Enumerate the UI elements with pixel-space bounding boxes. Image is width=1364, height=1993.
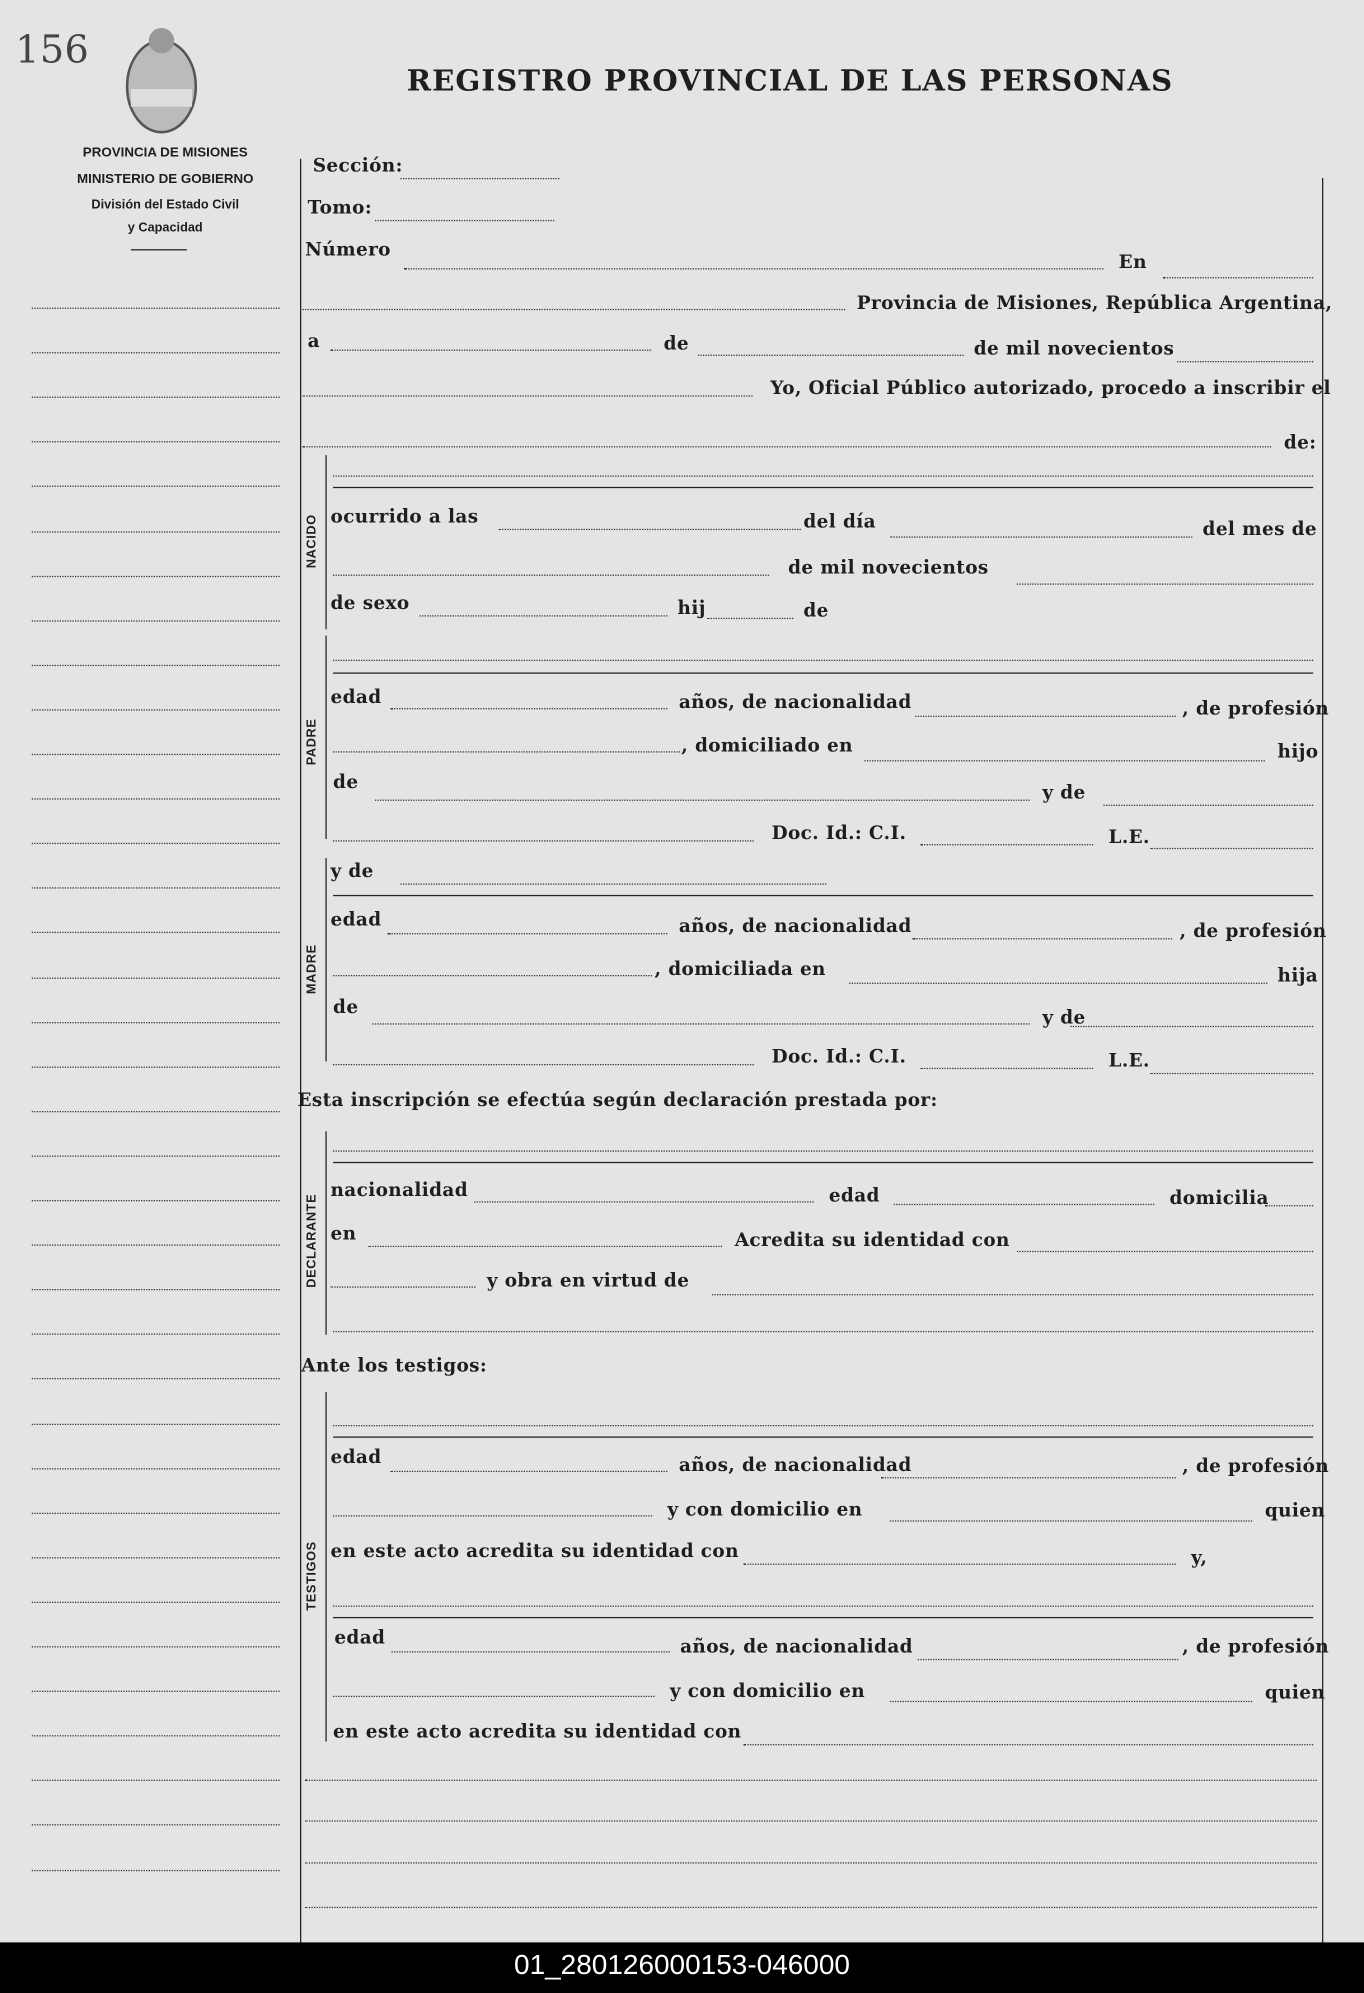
testigo1-identidad-field[interactable]	[744, 1564, 1176, 1565]
madre-le-field[interactable]	[1150, 1073, 1313, 1074]
madre-nacionalidad-field[interactable]	[913, 938, 1172, 939]
declarante-acredita-label: Acredita su identidad con	[734, 1229, 1010, 1251]
testigos-bracket	[325, 1392, 326, 1742]
father-name-field[interactable]	[333, 660, 1313, 661]
scan-id: 01_280126000153-046000	[514, 1948, 850, 1981]
birth-month-field[interactable]	[333, 575, 769, 576]
section-label-madre: MADRE	[305, 944, 320, 995]
margin-line[interactable]	[32, 1378, 280, 1379]
padre-extra-field[interactable]	[333, 840, 754, 841]
day-field[interactable]	[331, 350, 651, 351]
margin-line[interactable]	[32, 441, 280, 442]
testigo1-anos-label: años, de nacionalidad	[678, 1454, 912, 1476]
madre-anos-label: años, de nacionalidad	[678, 915, 912, 937]
time-field[interactable]	[303, 395, 753, 396]
declarante-doc-field[interactable]	[331, 1286, 476, 1287]
declarante-domicilia-field[interactable]	[1265, 1205, 1313, 1206]
madre-edad-field[interactable]	[388, 933, 668, 934]
divider	[333, 1162, 1313, 1163]
padre-profesion-field[interactable]	[333, 751, 680, 752]
madre-domicilio-label: , domiciliada en	[654, 958, 826, 981]
padre-father-field[interactable]	[375, 800, 1030, 801]
madre-bracket	[325, 858, 326, 1061]
numero-label: Número	[305, 238, 391, 261]
argentine-coat-of-arms-icon	[121, 23, 202, 137]
section-label-declarante: DECLARANTE	[305, 1193, 320, 1288]
left-rule	[300, 159, 301, 1942]
org-province: PROVINCIA DE MISIONES	[82, 144, 248, 161]
declarante-obra-label: y obra en virtud de	[486, 1269, 690, 1292]
testigo2-edad-label: edad	[334, 1627, 386, 1649]
mil-label: de mil novecientos	[973, 338, 1175, 360]
declarante-bracket	[325, 1131, 326, 1334]
padre-nacionalidad-field[interactable]	[915, 716, 1176, 717]
margin-line[interactable]	[32, 575, 280, 576]
testigo1-name-field[interactable]	[333, 1425, 1313, 1426]
de-colon-label: de:	[1283, 432, 1317, 454]
margin-line[interactable]	[32, 1066, 280, 1067]
testigo1-nacionalidad-field[interactable]	[881, 1477, 1176, 1478]
margin-line[interactable]	[32, 397, 280, 398]
testigo2-domicilio-field[interactable]	[890, 1701, 1252, 1702]
declaracion-text: Esta inscripción se efectúa según declaración prestada por:	[297, 1089, 938, 1112]
org-division: División del Estado Civil	[91, 198, 240, 213]
margin-line[interactable]	[32, 932, 280, 933]
padre-edad-field[interactable]	[390, 708, 667, 709]
margin-line[interactable]	[32, 352, 280, 353]
notes-line[interactable]	[305, 1820, 1317, 1821]
testigo1-quien-label: quien	[1264, 1500, 1326, 1522]
margin-line[interactable]	[32, 1022, 280, 1023]
margin-line[interactable]	[32, 486, 280, 487]
padre-domicilio-label: , domiciliado en	[681, 734, 853, 757]
padre-domicilio-field[interactable]	[864, 760, 1264, 761]
padre-de-label: de	[333, 771, 359, 794]
padre-y-de-label: y de	[1042, 781, 1086, 804]
margin-line[interactable]	[32, 888, 280, 889]
notes-line[interactable]	[305, 1907, 1317, 1908]
margin-line[interactable]	[32, 1423, 280, 1424]
en-label: En	[1118, 251, 1147, 274]
de-label: de	[663, 333, 689, 355]
tomo-field[interactable]	[375, 220, 554, 221]
madre-y-de-top-label: y de	[330, 860, 374, 883]
testigo1-domicilio-label: y con domicilio en	[667, 1498, 863, 1521]
nacido-bracket	[325, 455, 326, 629]
en-field[interactable]	[1163, 277, 1313, 278]
margin-line[interactable]	[32, 1691, 280, 1692]
madre-de-label: de	[333, 996, 359, 1019]
madre-doc-label: Doc. Id.: C.I.	[771, 1046, 907, 1068]
sexo-field[interactable]	[419, 615, 667, 616]
testigo2-name-field[interactable]	[333, 1606, 1313, 1607]
margin-line[interactable]	[32, 308, 280, 309]
margin-line[interactable]	[32, 1602, 280, 1603]
declarante-domicilio-field[interactable]	[369, 1246, 722, 1247]
divider	[333, 672, 1313, 673]
divider	[333, 1617, 1313, 1618]
padre-bracket	[325, 636, 326, 839]
mother-name-field[interactable]	[400, 883, 826, 884]
margin-line[interactable]	[32, 1200, 280, 1201]
madre-edad-label: edad	[330, 908, 382, 931]
testigo1-domicilio-field[interactable]	[890, 1520, 1252, 1521]
testigo2-anos-label: años, de nacionalidad	[680, 1636, 913, 1658]
padre-le-label: L.E.	[1108, 826, 1150, 848]
testigo2-profesion-label: , de profesión	[1182, 1636, 1330, 1658]
testigo2-acredita-label: en este acto acredita su identidad con	[333, 1721, 742, 1743]
padre-profesion-label: , de profesión	[1182, 697, 1330, 720]
page-number: 156	[15, 27, 90, 73]
margin-line[interactable]	[32, 1334, 280, 1335]
margin-line[interactable]	[32, 1512, 280, 1513]
madre-profesion-field[interactable]	[333, 975, 652, 976]
yo-text: Yo, Oficial Público autorizado, procedo a inscribir el	[770, 377, 1331, 400]
seccion-label: Sección:	[312, 155, 403, 177]
ante-testigos-text: Ante los testigos:	[301, 1355, 488, 1377]
place-field[interactable]	[303, 309, 846, 310]
margin-line[interactable]	[32, 1735, 280, 1736]
seccion-field[interactable]	[400, 178, 559, 179]
event-field[interactable]	[303, 446, 1272, 447]
section-label-padre: PADRE	[305, 718, 320, 766]
testigo1-y-label: y,	[1191, 1547, 1208, 1569]
margin-line[interactable]	[32, 620, 280, 621]
del-mes-label: del mes de	[1202, 518, 1318, 541]
padre-edad-label: edad	[330, 686, 382, 709]
hij-field[interactable]	[707, 618, 793, 619]
margin-line[interactable]	[32, 798, 280, 799]
tomo-label: Tomo:	[307, 197, 373, 219]
margin-line[interactable]	[32, 1245, 280, 1246]
declarante-nacionalidad-label: nacionalidad	[330, 1179, 469, 1202]
madre-profesion-label: , de profesión	[1179, 920, 1327, 942]
testigo1-edad-field[interactable]	[390, 1471, 667, 1472]
declarante-en-label: en	[330, 1222, 357, 1245]
padre-mother-field[interactable]	[1103, 805, 1313, 806]
margin-line[interactable]	[32, 977, 280, 978]
hija-label: hija	[1277, 964, 1319, 987]
del-dia-label: del día	[803, 511, 876, 533]
padre-le-field[interactable]	[1150, 848, 1313, 849]
year-field[interactable]	[1177, 361, 1313, 362]
testigo2-nacionalidad-field[interactable]	[918, 1659, 1179, 1660]
divider	[333, 1436, 1313, 1437]
margin-line[interactable]	[32, 843, 280, 844]
testigo1-profesion-field[interactable]	[333, 1515, 652, 1516]
declarante-virtud-field[interactable]	[712, 1294, 1313, 1295]
org-underline	[131, 249, 187, 250]
hour-field[interactable]	[498, 529, 801, 530]
testigo2-domicilio-label: y con domicilio en	[669, 1680, 866, 1703]
nacido-de-label: de	[803, 600, 829, 622]
sexo-label: de sexo	[330, 592, 410, 614]
right-rule	[1322, 178, 1323, 1942]
ocurrido-label: ocurrido a las	[330, 505, 479, 528]
form-title: REGISTRO PROVINCIAL DE LAS PERSONAS	[406, 63, 1174, 98]
section-label-nacido: NACIDO	[305, 514, 320, 569]
declarante-domicilia-label: domicilia	[1169, 1187, 1269, 1209]
testigo1-profesion-label: , de profesión	[1182, 1455, 1330, 1478]
org-ministry: MINISTERIO DE GOBIERNO	[77, 171, 254, 187]
notes-line[interactable]	[305, 1780, 1317, 1781]
madre-mother-field[interactable]	[1070, 1026, 1313, 1027]
madre-father-field[interactable]	[372, 1023, 1029, 1024]
scan-id-bar	[0, 1942, 1364, 1993]
margin-line[interactable]	[32, 1780, 280, 1781]
madre-extra-field[interactable]	[333, 1064, 754, 1065]
madre-y-de-label: y de	[1042, 1006, 1086, 1029]
birth-day-field[interactable]	[890, 536, 1193, 537]
margin-line[interactable]	[32, 1869, 280, 1870]
testigo2-identidad-field[interactable]	[744, 1744, 1313, 1745]
margin-line[interactable]	[32, 1825, 280, 1826]
section-label-testigos: TESTIGOS	[305, 1541, 320, 1611]
declarante-identidad-field[interactable]	[1017, 1251, 1313, 1252]
margin-line[interactable]	[32, 709, 280, 710]
a-label: a	[307, 330, 320, 353]
padre-doc-label: Doc. Id.: C.I.	[771, 822, 907, 845]
margin-line[interactable]	[32, 531, 280, 532]
margin-line[interactable]	[32, 1557, 280, 1558]
hij-label: hij	[677, 597, 706, 620]
padre-ci-field[interactable]	[920, 844, 1093, 845]
testigo2-profesion-field[interactable]	[333, 1696, 655, 1697]
nacido-mil-label: de mil novecientos	[788, 556, 989, 579]
org-division-2: y Capacidad	[127, 221, 203, 236]
madre-ci-field[interactable]	[920, 1068, 1093, 1069]
margin-line[interactable]	[32, 1646, 280, 1647]
provincia-text: Provincia de Misiones, República Argentina,	[856, 292, 1333, 314]
divider	[333, 487, 1313, 488]
madre-domicilio-field[interactable]	[849, 983, 1267, 984]
margin-line[interactable]	[32, 665, 280, 666]
declarante-extra-field[interactable]	[333, 1331, 1313, 1332]
testigo2-edad-field[interactable]	[392, 1651, 670, 1652]
margin-line[interactable]	[32, 754, 280, 755]
padre-anos-label: años, de nacionalidad	[678, 691, 912, 714]
testigo1-acredita-label: en este acto acredita su identidad con	[330, 1540, 739, 1563]
testigo1-edad-label: edad	[330, 1446, 382, 1469]
margin-line[interactable]	[32, 1111, 280, 1112]
numero-field[interactable]	[404, 268, 1103, 269]
declarante-nacionalidad-field[interactable]	[474, 1201, 813, 1202]
testigo2-quien-label: quien	[1264, 1681, 1326, 1704]
margin-line[interactable]	[32, 1468, 280, 1469]
margin-line[interactable]	[32, 1155, 280, 1156]
madre-le-label: L.E.	[1108, 1050, 1150, 1072]
declarante-name-field[interactable]	[333, 1150, 1313, 1151]
month-field[interactable]	[698, 355, 964, 356]
divider	[333, 895, 1313, 896]
hijo-label: hijo	[1277, 741, 1319, 763]
birth-year-field[interactable]	[1017, 583, 1313, 584]
declarante-edad-field[interactable]	[894, 1204, 1155, 1205]
nacido-name-field[interactable]	[333, 475, 1313, 476]
declarante-edad-label: edad	[828, 1184, 880, 1207]
notes-line[interactable]	[305, 1862, 1317, 1863]
margin-line[interactable]	[32, 1289, 280, 1290]
